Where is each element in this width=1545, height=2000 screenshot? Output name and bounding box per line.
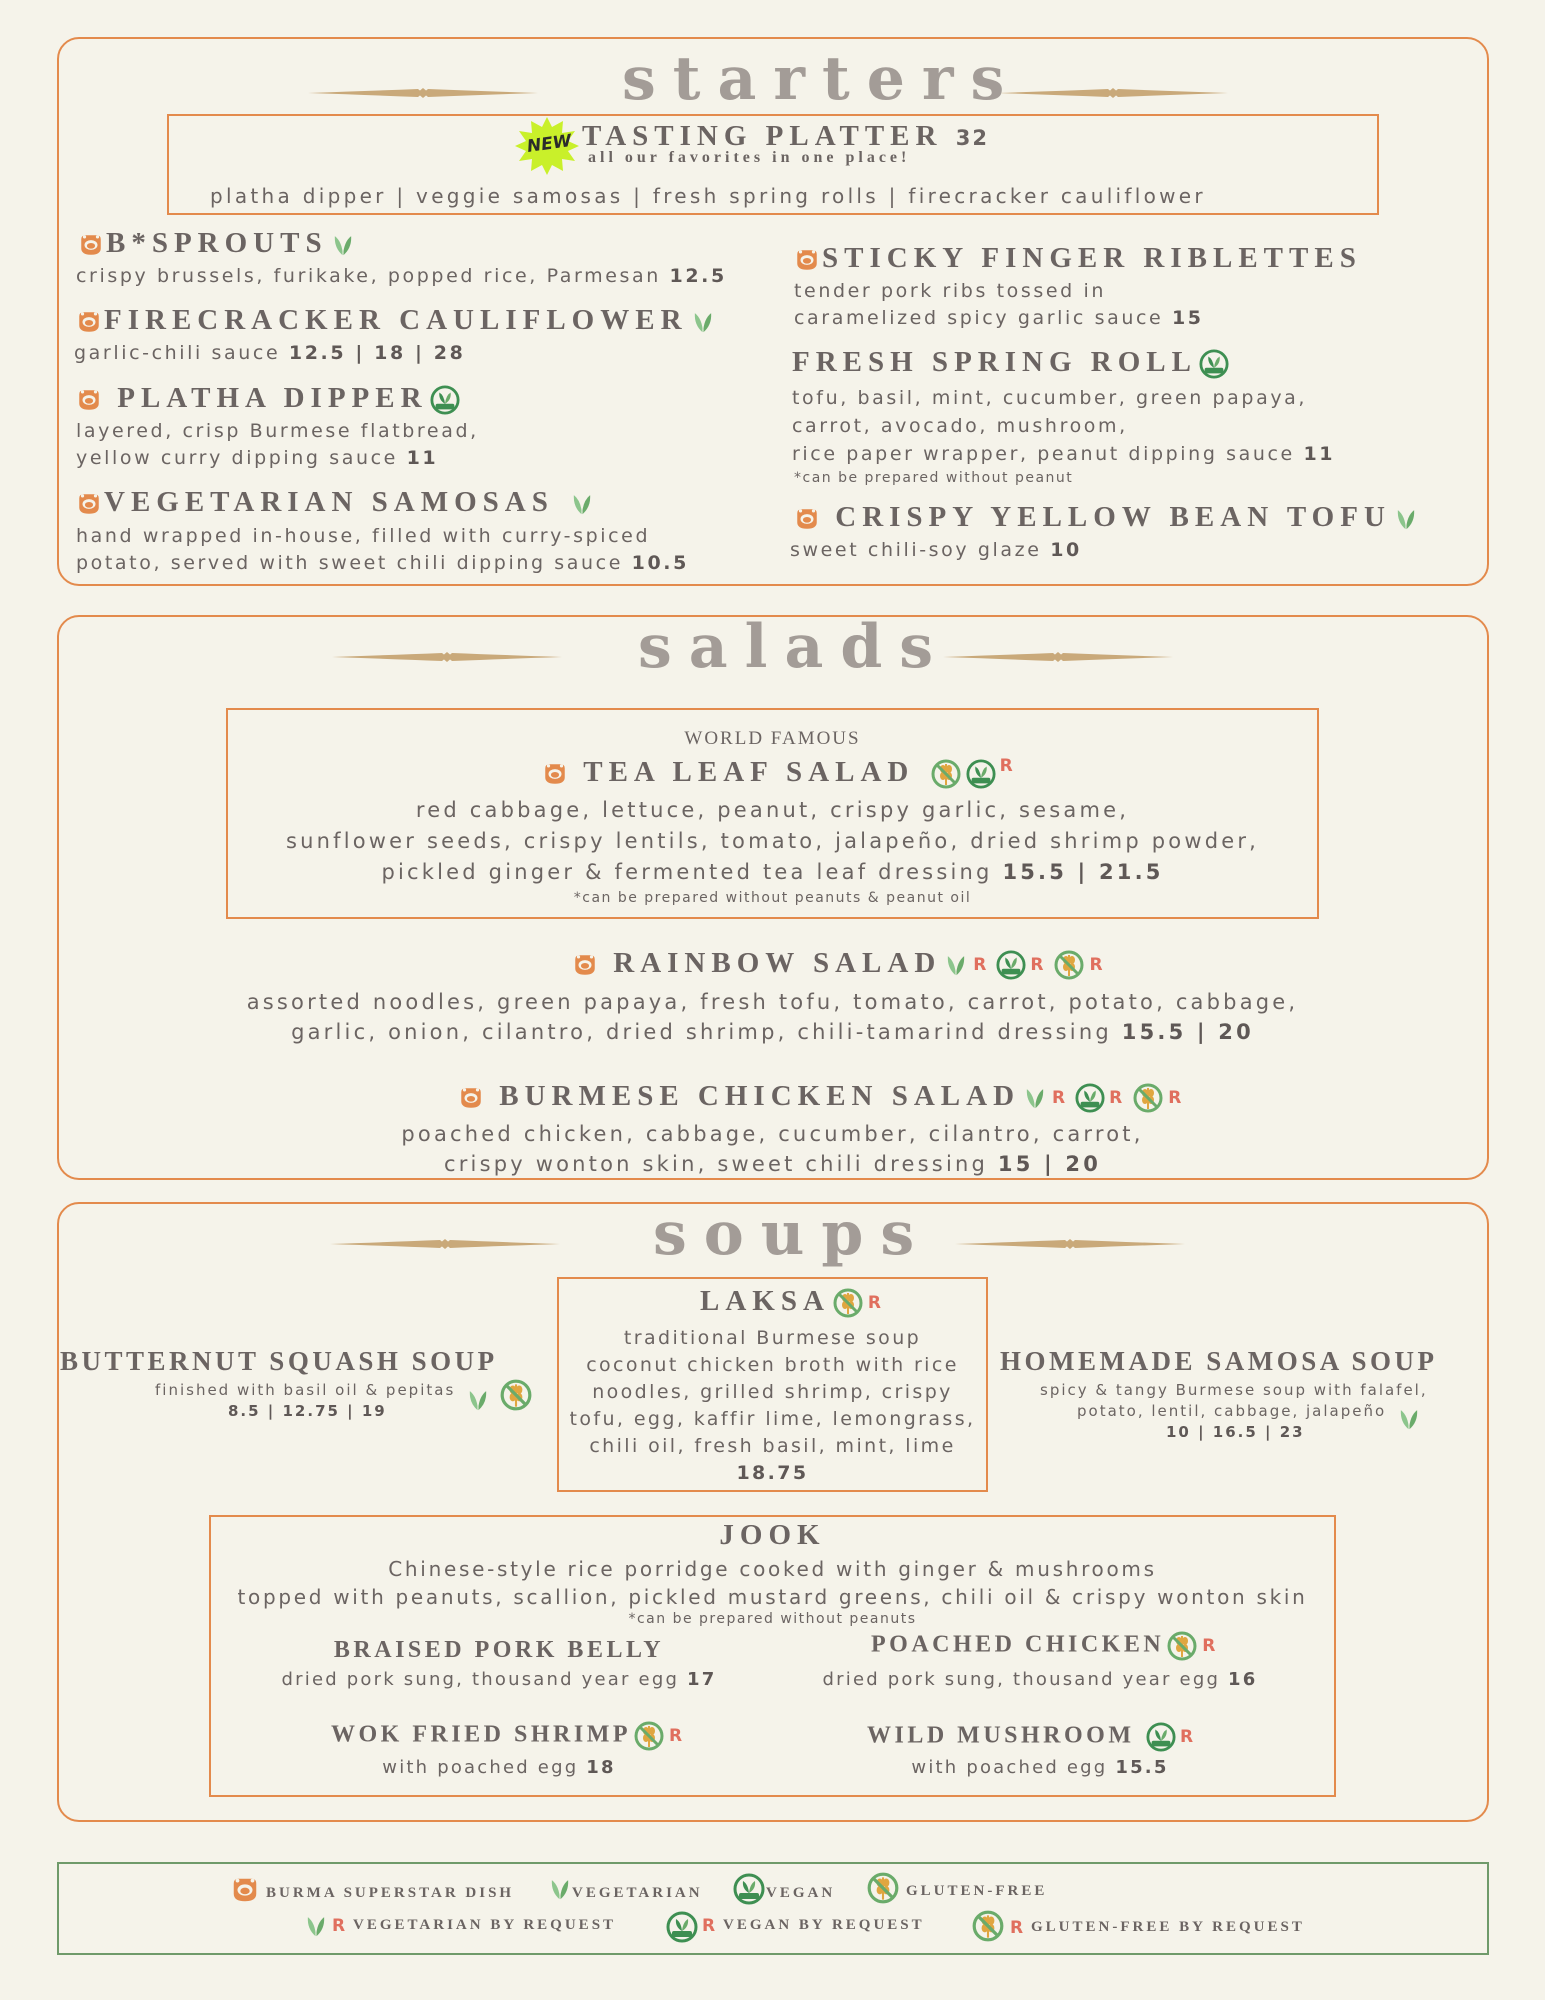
burma-superstar-icon (76, 491, 102, 517)
vegan-badge-icon (666, 1911, 698, 1943)
riblettes-name (792, 244, 1362, 273)
burma-superstar-icon (794, 247, 820, 273)
wok-shrimp-title: WOK FRIED SHRIMP (331, 1721, 632, 1748)
tasting-platter-items: platha dipper | veggie samosas | fresh spring rolls | firecracker cauliflower (210, 184, 1206, 208)
vegan-badge-icon (733, 1873, 765, 1905)
gluten-free-icon (499, 1378, 533, 1412)
vegan-badge-icon (996, 950, 1026, 980)
bsprouts-title: B*SPROUTS (106, 227, 328, 259)
vegetarian-leaf-icon (943, 952, 969, 978)
by-request-mark: R (1168, 1087, 1188, 1108)
laksa-desc-line3: noodles, grilled shrimp, crispy (592, 1381, 953, 1403)
burma-superstar-icon (458, 1085, 484, 1111)
riblettes-price: 15 (1171, 307, 1204, 329)
butternut-desc: finished with basil oil & pepitas (155, 1381, 456, 1399)
laksa-price: 18.75 (736, 1462, 809, 1484)
firecracker-desc (74, 339, 465, 367)
by-request-mark: R (702, 1916, 716, 1936)
jook-name: JOOK (719, 1519, 826, 1551)
riblettes-title: STICKY FINGER RIBLETTES (822, 242, 1362, 274)
legend-gluten-free-request: GLUTEN-FREE BY REQUEST (1031, 1919, 1305, 1935)
tea-leaf-desc-line3 (0, 857, 1545, 887)
springroll-price: 11 (1303, 443, 1336, 465)
burma-superstar-icon (76, 309, 102, 335)
by-request-mark: R (1109, 1087, 1129, 1108)
pork-belly-name: BRAISED PORK BELLY (333, 1637, 665, 1663)
burma-superstar-icon (78, 232, 104, 258)
rainbow-description: garlic, onion, cilantro, dried shrimp, chili-tamarind dressing (291, 1020, 1112, 1044)
firecracker-title: FIRECRACKER CAULIFLOWER (104, 304, 688, 336)
chicken-salad-description: crispy wonton skin, sweet chili dressing (443, 1152, 989, 1176)
tofu-price: 10 (1050, 539, 1082, 561)
salads-title: salads (638, 612, 951, 682)
vegan-badge-icon (1199, 349, 1229, 379)
samosa-soup-desc-line2: potato, lentil, cabbage, jalapeño (1077, 1402, 1387, 1420)
burma-superstar-icon (542, 761, 568, 787)
wok-shrimp-desc (259, 1754, 739, 1782)
ornament-divider (955, 1237, 1185, 1251)
ornament-divider (998, 86, 1228, 100)
tofu-title: CRISPY YELLOW BEAN TOFU (835, 501, 1391, 533)
rainbow-desc-line1: assorted noodles, green papaya, fresh tofu, tomato, carrot, potato, cabbage, (246, 990, 1299, 1014)
laksa-desc-line2: coconut chicken broth with rice (586, 1354, 959, 1376)
vegetarian-leaf-icon (465, 1387, 491, 1413)
rainbow-title: RAINBOW SALAD (613, 947, 942, 979)
gluten-free-icon (930, 758, 962, 790)
legend-vegan: VEGAN (766, 1885, 836, 1901)
springroll-desc-line2: carrot, avocado, mushroom, (792, 415, 1128, 437)
tasting-platter-price: 32 (955, 126, 989, 150)
gluten-free-icon (971, 1909, 1005, 1943)
pork-belly-description: dried pork sung, thousand year egg (281, 1669, 680, 1690)
vegetarian-leaf-icon (330, 232, 356, 258)
legend-vegetarian-request: VEGETARIAN BY REQUEST (353, 1917, 617, 1933)
wok-shrimp-description: with poached egg (382, 1757, 579, 1778)
ornament-divider (330, 1237, 560, 1251)
rainbow-price: 15.5 | 20 (1121, 1020, 1254, 1044)
platha-desc-line1: layered, crisp Burmese flatbread, (76, 420, 479, 442)
wild-mushroom-price: 15.5 (1115, 1757, 1169, 1778)
riblettes-description: caramelized spicy garlic sauce (794, 307, 1164, 329)
chicken-salad-title: BURMESE CHICKEN SALAD (499, 1080, 1021, 1112)
tea-leaf-price: 15.5 | 21.5 (1002, 860, 1164, 884)
by-request-mark: R (1089, 954, 1109, 975)
tasting-platter-name (582, 122, 989, 151)
vegan-badge-icon (1075, 1083, 1105, 1113)
gluten-free-icon (1166, 1630, 1198, 1662)
springroll-title: FRESH SPRING ROLL (792, 346, 1197, 378)
gluten-free-icon (633, 1720, 665, 1752)
tofu-desc (790, 536, 1082, 564)
springroll-desc-line3 (792, 440, 1335, 468)
firecracker-description: garlic-chili sauce (74, 342, 281, 364)
chicken-salad-price: 15 | 20 (997, 1152, 1102, 1176)
samosa-soup-price: 10 | 16.5 | 23 (1166, 1423, 1305, 1441)
riblettes-desc-line2 (794, 304, 1204, 332)
samosas-desc-line1: hand wrapped in-house, filled with curry-spiced (76, 525, 651, 547)
gluten-free-icon (866, 1871, 900, 1905)
by-request-mark: R (973, 954, 993, 975)
wild-mushroom-name (867, 1722, 1199, 1752)
tea-leaf-note: *can be prepared without peanuts & peanut oil (573, 890, 972, 906)
springroll-desc-line1: tofu, basil, mint, cucumber, green papaya, (792, 387, 1308, 409)
gluten-free-icon (1053, 949, 1085, 981)
burma-superstar-icon (572, 952, 598, 978)
rainbow-desc-line2 (0, 1017, 1545, 1047)
tea-leaf-description: pickled ginger & fermented tea leaf dressing (381, 860, 993, 884)
jook-desc-line1: Chinese-style rice porridge cooked with ginger & mushrooms (388, 1557, 1157, 1581)
tea-leaf-title: TEA LEAF SALAD (583, 756, 915, 788)
poached-chicken-title: POACHED CHICKEN (871, 1631, 1165, 1658)
by-request-mark: R (669, 1725, 686, 1746)
laksa-desc-line1: traditional Burmese soup (623, 1327, 922, 1349)
platha-price: 11 (406, 447, 439, 469)
by-request-mark: R (999, 756, 1019, 776)
chicken-salad-name (456, 1082, 1189, 1114)
tea-leaf-kicker: WORLD FAMOUS (684, 728, 861, 749)
laksa-desc-line4: tofu, egg, kaffir lime, lemongrass, (569, 1408, 976, 1430)
by-request-mark: R (1052, 1087, 1072, 1108)
tasting-platter-tagline: all our favorites in one place! (588, 149, 911, 166)
bsprouts-desc (76, 262, 727, 290)
poached-chicken-name (871, 1630, 1221, 1662)
by-request-mark: R (332, 1916, 346, 1936)
soups-title: soups (653, 1199, 932, 1269)
vegetarian-leaf-icon (569, 491, 595, 517)
wok-shrimp-name (331, 1720, 688, 1752)
starters-title: starters (622, 44, 1022, 114)
samosas-name (74, 488, 597, 517)
springroll-name (792, 348, 1231, 379)
tasting-platter-title: TASTING PLATTER (582, 120, 943, 152)
tea-leaf-name (540, 758, 1021, 790)
legend-vegan-request: VEGAN BY REQUEST (723, 1917, 925, 1933)
jook-desc-line2: topped with peanuts, scallion, pickled mustard greens, chili oil & crispy wonton skin (237, 1585, 1308, 1609)
legend-box (57, 1862, 1489, 1955)
pork-belly-desc (259, 1666, 739, 1694)
wild-mushroom-title: WILD MUSHROOM (867, 1722, 1135, 1749)
vegetarian-leaf-icon (1022, 1085, 1048, 1111)
samosa-soup-desc-line1: spicy & tangy Burmese soup with falafel, (1040, 1381, 1428, 1399)
platha-desc-line2 (76, 444, 438, 472)
tea-leaf-desc-line2: sunflower seeds, crispy lentils, tomato, jalapeño, dried shrimp powder, (285, 829, 1260, 853)
vegetarian-leaf-icon (547, 1876, 573, 1902)
ornament-divider (943, 650, 1173, 664)
vegetarian-leaf-icon (690, 309, 716, 335)
wild-mushroom-description: with poached egg (911, 1757, 1108, 1778)
poached-chicken-price: 16 (1228, 1669, 1258, 1690)
springroll-note: *can be prepared without peanut (794, 470, 1074, 486)
riblettes-desc-line1: tender pork ribs tossed in (794, 280, 1106, 302)
by-request-mark: R (867, 1292, 888, 1313)
wok-shrimp-price: 18 (586, 1757, 616, 1778)
chicken-salad-desc-line1: poached chicken, cabbage, cucumber, cilantro, carrot, (401, 1122, 1144, 1146)
by-request-mark: R (1030, 954, 1050, 975)
butternut-name: BUTTERNUT SQUASH SOUP (60, 1346, 498, 1376)
laksa-title: LAKSA (700, 1285, 830, 1317)
vegetarian-leaf-icon (303, 1913, 329, 1939)
samosas-title: VEGETARIAN SAMOSAS (104, 486, 554, 518)
rainbow-name (570, 949, 1111, 981)
burma-superstar-icon (230, 1875, 260, 1905)
poached-chicken-description: dried pork sung, thousand year egg (822, 1669, 1221, 1690)
laksa-desc-line5: chili oil, fresh basil, mint, lime (589, 1435, 956, 1457)
samosas-description: potato, served with sweet chili dipping sauce (76, 552, 623, 574)
tea-leaf-desc-line1: red cabbage, lettuce, peanut, crispy garlic, sesame, (415, 798, 1130, 822)
bsprouts-price: 12.5 (669, 265, 727, 287)
by-request-mark: R (1202, 1635, 1219, 1656)
poached-chicken-desc (800, 1666, 1280, 1694)
ornament-divider (308, 86, 538, 100)
gluten-free-icon (1132, 1082, 1164, 1114)
samosa-soup-name: HOMEMADE SAMOSA SOUP (1000, 1346, 1438, 1376)
chicken-salad-desc-line2 (0, 1149, 1545, 1179)
vegetarian-leaf-icon (1393, 506, 1419, 532)
jook-note: *can be prepared without peanuts (628, 1611, 917, 1627)
samosas-price: 10.5 (631, 552, 689, 574)
bsprouts-name (76, 229, 358, 258)
burma-superstar-icon (794, 506, 820, 532)
new-badge-label: NEW (525, 130, 573, 158)
pork-belly-price: 17 (687, 1669, 717, 1690)
firecracker-name (74, 306, 718, 335)
by-request-mark: R (1180, 1726, 1197, 1747)
ornament-divider (332, 650, 562, 664)
tofu-description: sweet chili-soy glaze (790, 539, 1042, 561)
platha-description: yellow curry dipping sauce (76, 447, 398, 469)
vegan-badge-icon (430, 385, 460, 415)
butternut-price: 8.5 | 12.75 | 19 (228, 1402, 387, 1420)
vegan-badge-icon (966, 759, 996, 789)
laksa-name (700, 1287, 889, 1319)
firecracker-price: 12.5 | 18 | 28 (288, 342, 466, 364)
vegan-badge-icon (1146, 1722, 1176, 1752)
samosas-desc-line2 (76, 549, 689, 577)
by-request-mark: R (1010, 1918, 1024, 1938)
platha-name (74, 384, 462, 415)
burma-superstar-icon (76, 387, 102, 413)
tofu-name (792, 503, 1421, 532)
gluten-free-icon (832, 1287, 864, 1319)
legend-vegetarian: VEGETARIAN (572, 1885, 703, 1901)
legend-superstar: BURMA SUPERSTAR DISH (266, 1885, 515, 1901)
bsprouts-description: crispy brussels, furikake, popped rice, Parmesan (76, 265, 661, 287)
legend-gluten-free: GLUTEN-FREE (906, 1883, 1048, 1899)
springroll-description: rice paper wrapper, peanut dipping sauce (792, 443, 1295, 465)
vegetarian-leaf-icon (1396, 1406, 1422, 1432)
platha-title: PLATHA DIPPER (117, 382, 428, 414)
wild-mushroom-desc (800, 1754, 1280, 1782)
